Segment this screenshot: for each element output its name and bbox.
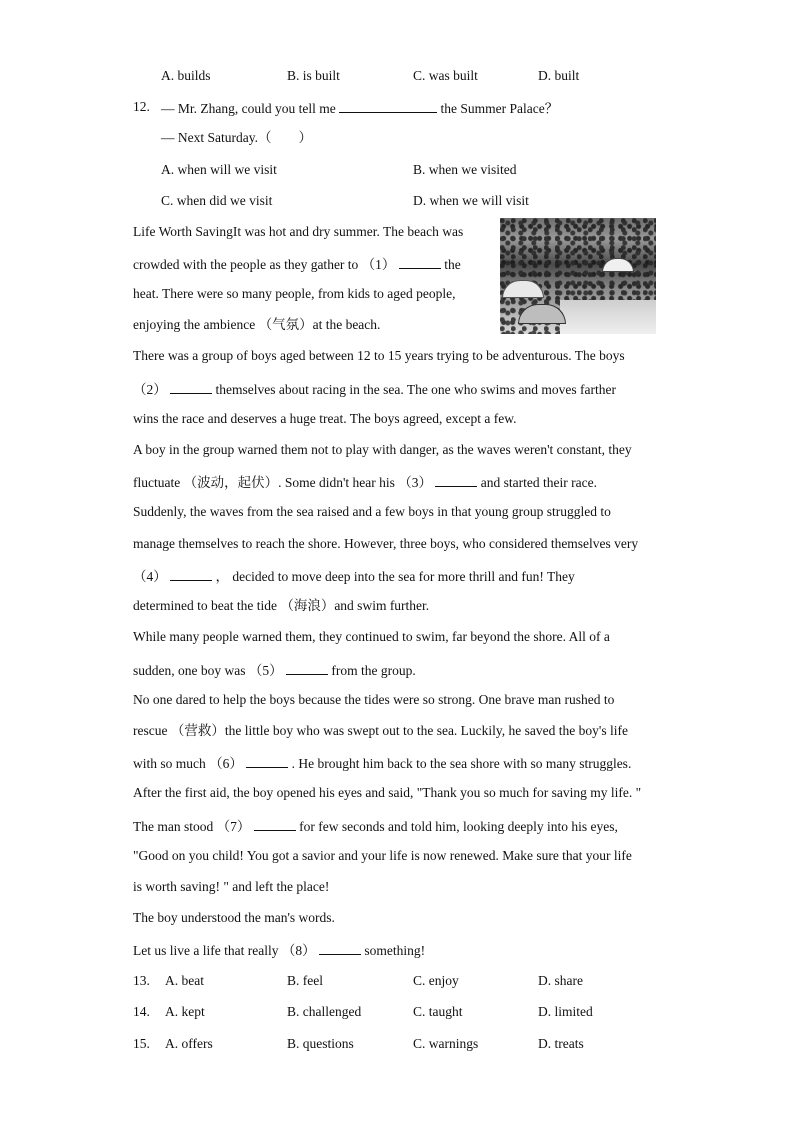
passage-line: A boy in the group warned them not to play with danger, as the waves weren't constant, they: [133, 442, 632, 457]
passage-line: Life Worth SavingIt was hot and dry summer. The beach was: [133, 224, 464, 239]
passage-text: themselves about racing in the sea. The one who swims and moves farther: [212, 382, 617, 397]
q14-number: 14.: [133, 1004, 150, 1019]
passage-line: [133, 941, 425, 959]
blank-1: [399, 255, 441, 269]
q12-question-post: the Summer Palace？: [437, 101, 559, 116]
passage-line: rescue （营救）the little boy who was swept out to the sea. Luckily, he saved the boy's life: [133, 723, 628, 738]
q11-option-c: C. was built: [413, 68, 478, 83]
blank-3: [435, 473, 477, 487]
q14-option-a: A. kept: [165, 1004, 205, 1019]
passage-line: [133, 473, 597, 491]
q11-option-a: A. builds: [161, 68, 211, 83]
passage-line: determined to beat the tide （海浪）and swim further.: [133, 598, 430, 613]
passage-line: After the first aid, the boy opened his eyes and said, "Thank you so much for saving my life. ": [133, 785, 642, 800]
q12-number: 12.: [133, 99, 150, 114]
blank-4: [170, 567, 212, 581]
passage-text: from the group.: [327, 663, 416, 678]
q11-option-d: D. built: [538, 68, 580, 83]
q14-option-b: B. challenged: [287, 1004, 362, 1019]
passage-line: manage themselves to reach the shore. However, three boys, who considered themselves very: [133, 536, 639, 551]
q12-answer-line: — Next Saturday.（ ）: [161, 130, 312, 145]
q14-option-c: C. taught: [413, 1004, 463, 1019]
passage-line: The boy understood the man's words.: [133, 910, 335, 925]
passage-line: [133, 255, 461, 273]
passage-text: fluctuate （波动，起伏）. Some didn't hear his （3）: [133, 475, 436, 490]
passage-line: No one dared to help the boys because the tides were so strong. One brave man rushed to: [133, 692, 615, 707]
beach-photo: [500, 218, 656, 334]
q15-option-a: A. offers: [165, 1036, 213, 1051]
q13-option-b: B. feel: [287, 973, 323, 988]
blank-6: [246, 754, 288, 768]
passage-text: and started their race.: [477, 475, 597, 490]
q15-number: 15.: [133, 1036, 150, 1051]
passage-line: There was a group of boys aged between 12 to 15 years trying to be adventurous. The boys: [133, 348, 625, 363]
passage-line: is worth saving! " and left the place!: [133, 879, 330, 894]
q13-option-c: C. enjoy: [413, 973, 459, 988]
passage-text: with so much （6）: [133, 756, 247, 771]
q14-option-d: D. limited: [538, 1004, 593, 1019]
passage-line: enjoying the ambience （气氛）at the beach.: [133, 317, 381, 332]
passage-line: wins the race and deserves a huge treat. The boys agreed, except a few.: [133, 411, 517, 426]
q12-option-d: D. when we will visit: [413, 193, 529, 208]
blank-7: [254, 817, 296, 831]
q15-option-d: D. treats: [538, 1036, 584, 1051]
passage-line: [133, 817, 618, 835]
passage-line: [133, 567, 575, 585]
passage-text: for few seconds and told him, looking deeply into his eyes,: [295, 819, 618, 834]
q12-question: [161, 99, 558, 117]
q15-option-b: B. questions: [287, 1036, 354, 1051]
passage-text: crowded with the people as they gather to （1）: [133, 257, 399, 272]
passage-text: （2）: [133, 382, 171, 397]
q12-blank: [339, 99, 437, 113]
q13-number: 13.: [133, 973, 150, 988]
q13-option-d: D. share: [538, 973, 583, 988]
q12-option-b: B. when we visited: [413, 162, 517, 177]
blank-5: [286, 661, 328, 675]
q12-option-c: C. when did we visit: [161, 193, 273, 208]
passage-line: While many people warned them, they continued to swim, far beyond the shore. All of a: [133, 629, 610, 644]
q11-option-b: B. is built: [287, 68, 340, 83]
passage-text: sudden, one boy was （5）: [133, 663, 286, 678]
passage-text: ， decided to move deep into the sea for more thrill and fun! They: [212, 569, 575, 584]
passage-text: （4）: [133, 569, 171, 584]
passage-line: Suddenly, the waves from the sea raised and a few boys in that young group struggled to: [133, 504, 611, 519]
passage-line: [133, 661, 416, 679]
passage-text: The man stood （7）: [133, 819, 254, 834]
blank-8: [319, 941, 361, 955]
q15-option-c: C. warnings: [413, 1036, 479, 1051]
passage-line: [133, 380, 616, 398]
passage-text: . He brought him back to the sea shore with so many struggles.: [288, 756, 632, 771]
passage-line: "Good on you child! You got a savior and your life is now renewed. Make sure that your life: [133, 848, 632, 863]
passage-text: something!: [360, 943, 426, 958]
q12-question-pre: — Mr. Zhang, could you tell me: [161, 101, 340, 116]
q13-option-a: A. beat: [165, 973, 204, 988]
passage-line: [133, 754, 631, 772]
passage-line: heat. There were so many people, from kids to aged people,: [133, 286, 456, 301]
q12-option-a: A. when will we visit: [161, 162, 277, 177]
passage-text: the: [440, 257, 461, 272]
passage-text: Let us live a life that really （8）: [133, 943, 319, 958]
blank-2: [170, 380, 212, 394]
